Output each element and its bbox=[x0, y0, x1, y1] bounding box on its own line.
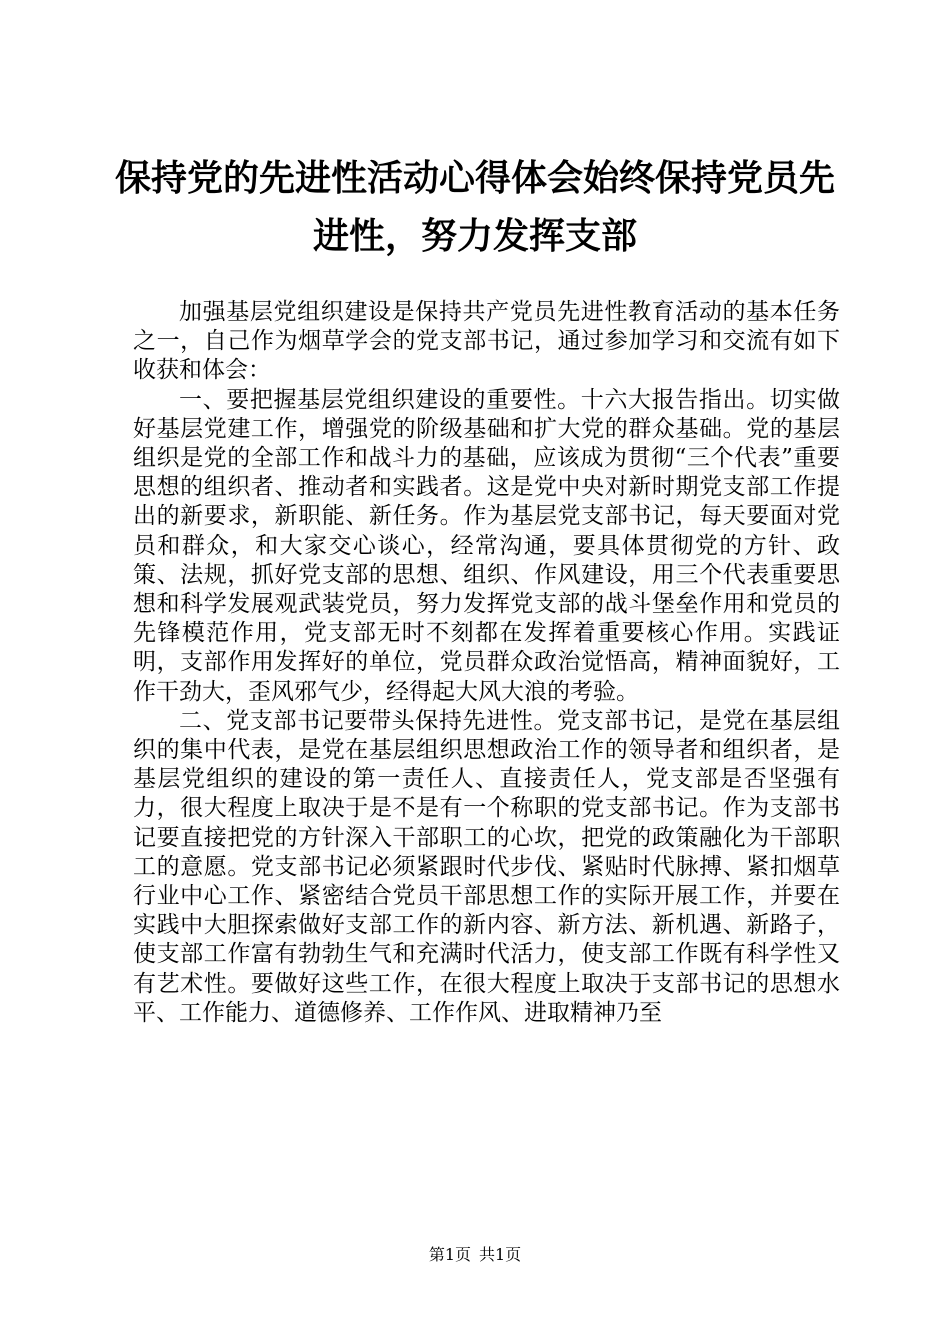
document-body bbox=[133, 298, 840, 1028]
document-title: 保持党的先进性活动心得体会始终保持党员先进性，努力发挥支部 bbox=[114, 158, 835, 257]
page-number: 第1页 bbox=[428, 1245, 471, 1264]
page-total: 共1页 bbox=[479, 1245, 522, 1264]
paragraph-intro: 加强基层党组织建设是保持共产党员先进性教育活动的基本任务之一，自己作为烟草学会的党支部书记，通过参加学习和交流有如下收获和体会： bbox=[133, 299, 840, 384]
paragraph-section-two: 二、党支部书记要带头保持先进性。党支部书记，是党在基层组织的集中代表，是党在基层组织思想政治工作的领导者和组织者，是基层党组织的建设的第一责任人、直接责任人，党支部是否坚强有力，很大程度上取决于是不是有一个称职的党支部书记。作为支部书记要直接把党的方针深入干部职工的心坎，把党的政策融化为干部职工的意愿。党支部书记必须紧跟时代步伐、紧贴时代脉搏、紧扣烟草行业中心工作、紧密结合党员干部思想工作的实际开展工作，并要在实践中大胆探索做好支部工作的新内容、新方法、新机遇、新路子，使支部工作富有勃勃生气和充满时代活力，使支部工作既有科学性又有艺术性。要做好这些工作，在很大程度上取决于支部书记的思想水平、工作能力、道德修养、工作作风、进取精神乃至 bbox=[133, 707, 840, 1026]
paragraph-section-one: 一、要把握基层党组织建设的重要性。十六大报告指出。切实做好基层党建工作，增强党的阶级基础和扩大党的群众基础。党的基层组织是党的全部工作和战斗力的基础，应该成为贯彻“三个代表”重要思想的组织者、推动者和实践者。这是党中央对新时期党支部工作提出的新要求，新职能、新任务。作为基层党支部书记，每天要面对党员和群众，和大家交心谈心，经常沟通，要具体贯彻党的方针、政策、法规，抓好党支部的思想、组织、作风建设，用三个代表重要思想和科学发展观武装党员，努力发挥党支部的战斗堡垒作用和党员的先锋模范作用，党支部无时不刻都在发挥着重要核心作用。实践证明，支部作用发挥好的单位，党员群众政治觉悟高，精神面貌好，工作干劲大，歪风邪气少，经得起大风大浪的考验。 bbox=[133, 386, 840, 705]
page-footer bbox=[0, 1244, 950, 1266]
